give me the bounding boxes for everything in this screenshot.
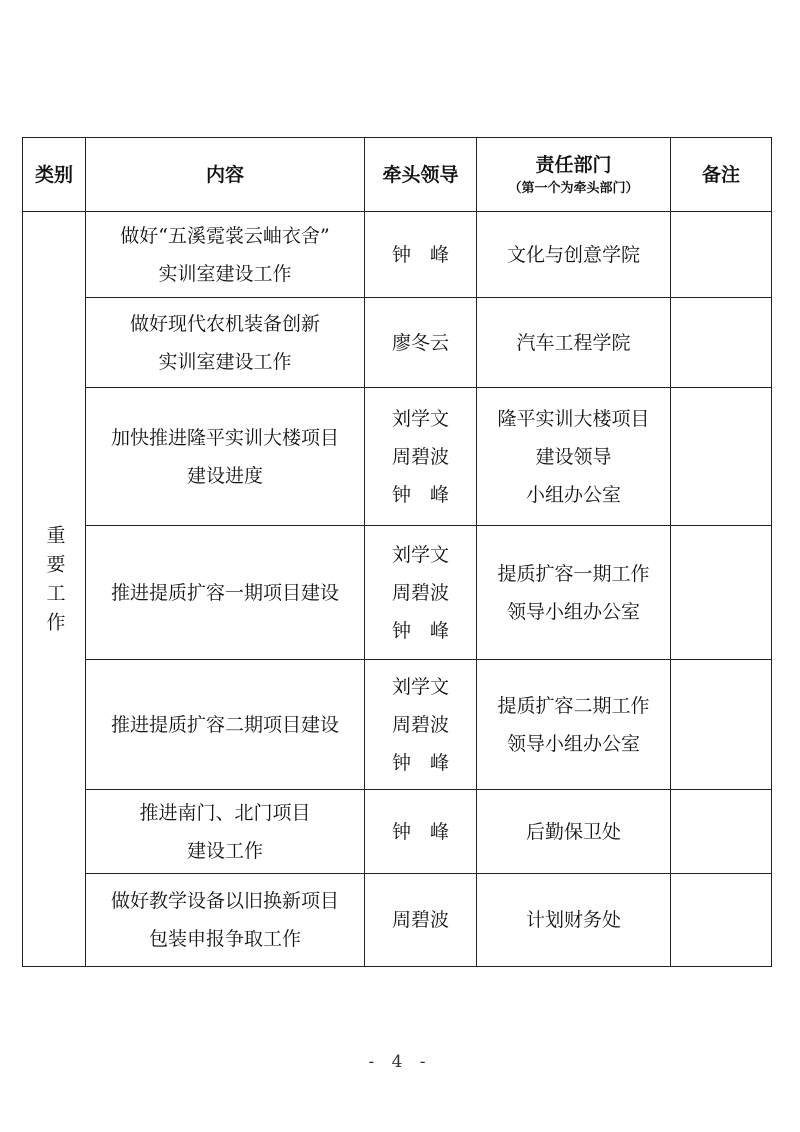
work-task-table xyxy=(22,137,772,967)
department-cell-line: 领导小组办公室 xyxy=(506,732,640,755)
category-cell xyxy=(23,212,86,967)
header-category: 类别 xyxy=(23,138,86,212)
leader-cell-line: 钟 峰 xyxy=(391,751,449,774)
department-cell-line: 计划财务处 xyxy=(525,909,621,931)
remark-cell xyxy=(671,298,772,388)
leader-cell-line: 刘学文 xyxy=(391,407,449,430)
header-department xyxy=(477,138,671,212)
department-cell xyxy=(477,790,671,874)
remark-cell xyxy=(671,790,772,874)
content-cell xyxy=(86,212,365,298)
leader-cell-line: 廖冬云 xyxy=(391,331,449,354)
department-cell-line: 后勤保卫处 xyxy=(525,820,621,843)
department-cell-line: 汽车工程学院 xyxy=(516,331,631,354)
department-cell-line: 提质扩容一期工作 xyxy=(497,562,650,585)
department-cell-line: 小组办公室 xyxy=(525,483,621,506)
table-row xyxy=(23,874,772,967)
header-leader: 牵头领导 xyxy=(365,138,477,212)
content-cell-line: 推进提质扩容二期项目建设 xyxy=(110,713,339,736)
leader-cell xyxy=(365,388,477,526)
header-department-note: （第一个为牵头部门） xyxy=(508,180,639,196)
leader-cell-line: 周碧波 xyxy=(391,713,449,736)
content-cell xyxy=(86,790,365,874)
header-department-label: 责任部门 xyxy=(535,153,612,176)
department-cell xyxy=(477,526,671,660)
content-cell-line: 做好“五溪霓裳云岫衣舍” xyxy=(120,224,330,247)
content-cell-line: 加快推进隆平实训大楼项目 xyxy=(110,426,339,449)
content-cell xyxy=(86,874,365,967)
department-cell xyxy=(477,388,671,526)
header-remarks: 备注 xyxy=(671,138,772,212)
content-cell-line: 推进南门、北门项目 xyxy=(139,801,311,824)
department-cell-line: 领导小组办公室 xyxy=(506,600,640,623)
table-row xyxy=(23,526,772,660)
table-row xyxy=(23,298,772,388)
content-cell-line: 推进提质扩容一期项目建设 xyxy=(110,581,339,604)
table-row xyxy=(23,388,772,526)
leader-cell-line: 周碧波 xyxy=(391,909,449,931)
remark-cell xyxy=(671,660,772,790)
table-row xyxy=(23,660,772,790)
table-row xyxy=(23,212,772,298)
department-cell-line: 隆平实训大楼项目 xyxy=(497,407,650,430)
leader-cell xyxy=(365,660,477,790)
content-cell-line: 做好现代农机装备创新 xyxy=(129,312,320,335)
leader-cell xyxy=(365,298,477,388)
remark-cell xyxy=(671,388,772,526)
leader-cell xyxy=(365,526,477,660)
department-cell-line: 建设领导 xyxy=(535,445,612,468)
table-row xyxy=(23,790,772,874)
page-number: - 4 - xyxy=(368,1052,432,1072)
content-cell-line: 实训室建设工作 xyxy=(158,262,292,285)
department-cell xyxy=(477,212,671,298)
leader-cell-line: 钟 峰 xyxy=(391,820,449,843)
content-cell xyxy=(86,388,365,526)
content-cell-line: 实训室建设工作 xyxy=(158,350,292,373)
department-cell-line: 文化与创意学院 xyxy=(506,243,640,266)
content-cell xyxy=(86,526,365,660)
content-cell-line: 做好教学设备以旧换新项目 xyxy=(110,890,339,912)
header-content: 内容 xyxy=(86,138,365,212)
leader-cell-line: 钟 峰 xyxy=(391,619,449,642)
department-cell xyxy=(477,660,671,790)
content-cell-line: 包装申报争取工作 xyxy=(148,928,301,950)
department-cell xyxy=(477,298,671,388)
table-header-row xyxy=(23,138,772,212)
leader-cell xyxy=(365,874,477,967)
leader-cell xyxy=(365,790,477,874)
leader-cell-line: 钟 峰 xyxy=(391,483,449,506)
leader-cell xyxy=(365,212,477,298)
leader-cell-line: 周碧波 xyxy=(391,445,449,468)
content-cell-line: 建设进度 xyxy=(186,464,263,487)
content-cell-line: 建设工作 xyxy=(186,839,263,862)
table-body xyxy=(23,212,772,967)
remark-cell xyxy=(671,874,772,967)
leader-cell-line: 周碧波 xyxy=(391,581,449,604)
category-label: 重要工作 xyxy=(43,524,66,641)
remark-cell xyxy=(671,526,772,660)
department-cell xyxy=(477,874,671,967)
department-cell-line: 提质扩容二期工作 xyxy=(497,694,650,717)
leader-cell-line: 刘学文 xyxy=(391,675,449,698)
leader-cell-line: 刘学文 xyxy=(391,543,449,566)
content-cell xyxy=(86,298,365,388)
remark-cell xyxy=(671,212,772,298)
content-cell xyxy=(86,660,365,790)
leader-cell-line: 钟 峰 xyxy=(391,243,449,266)
